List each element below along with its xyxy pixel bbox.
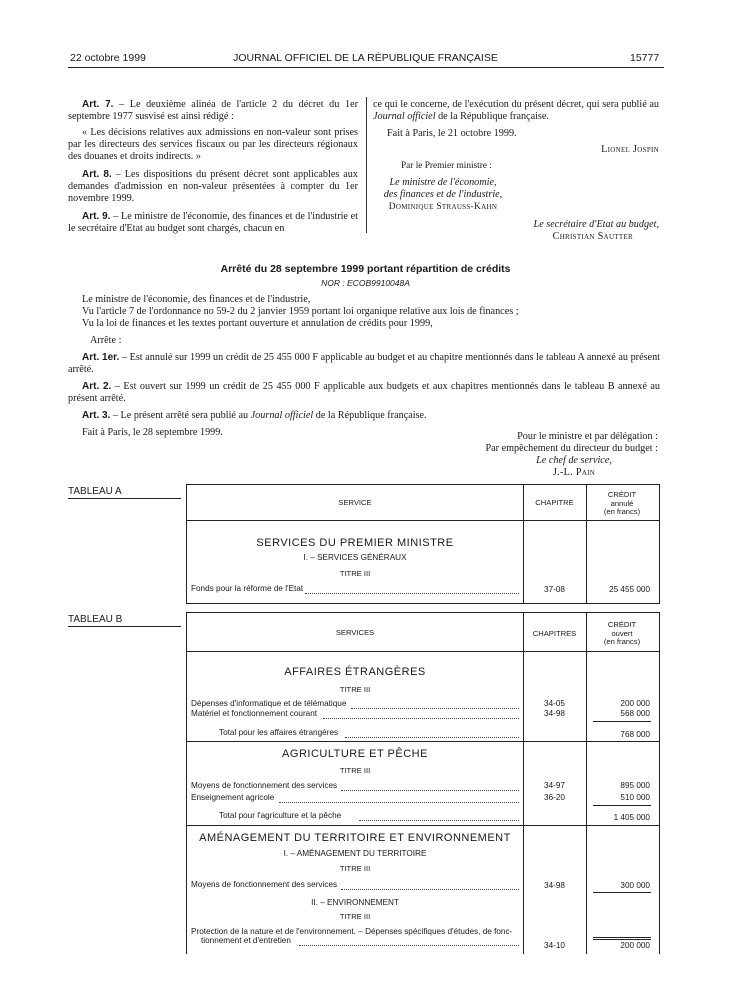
tableau-a-row-label: Fonds pour la réforme de l'Etat bbox=[191, 584, 304, 593]
leader-dots bbox=[299, 945, 519, 946]
table-row-chapitre: 34-97 bbox=[544, 781, 565, 790]
table-row-chapitre: 36-20 bbox=[544, 793, 565, 802]
arrete-signature bbox=[460, 431, 658, 479]
article-8: Art. 8. – Les dispositions du présent décret sont applicables aux demandes d'admission en non-valeur présentées à compter du 1er novembre 1999. bbox=[68, 169, 358, 204]
table-row-chapitre: 34-10 bbox=[544, 941, 565, 950]
total-label: Total pour l'agriculture et la pêche bbox=[219, 811, 342, 820]
table-row-chapitre: 34-98 bbox=[544, 881, 565, 890]
table-row-chapitre: 34-98 bbox=[544, 709, 565, 718]
table-row-label-line-2: tionnement et d'entretien bbox=[201, 936, 291, 945]
leader-dots bbox=[359, 820, 519, 821]
arrete-article-3: Art. 3. – Le présent arrêté sera publié au Journal officiel de la République française. bbox=[82, 410, 427, 421]
table-row-amount: 895 000 bbox=[620, 781, 650, 790]
total-amount: 768 000 bbox=[620, 730, 650, 739]
table-row-amount: 510 000 bbox=[620, 793, 650, 802]
right-column bbox=[373, 99, 659, 243]
tableau-a-row-chapitre: 37-08 bbox=[544, 585, 565, 594]
double-rule bbox=[593, 937, 651, 940]
table-row-label: Moyens de fonctionnement des services bbox=[191, 880, 338, 889]
table-row-label-line-1: Protection de la nature et de l'environnement. – Dépenses spécifiques d'études, de fonc- bbox=[191, 927, 513, 936]
subsection-amenagement-titre: TITRE III bbox=[339, 864, 371, 873]
tableau-a-label-rule bbox=[68, 498, 181, 499]
header-date: 22 octobre 1999 bbox=[70, 52, 146, 64]
visa-3: Vu la loi de finances et les textes portant ouverture et annulation de crédits pour 1999, bbox=[82, 318, 433, 329]
arrete-article-2: Art. 2. – Est ouvert sur 1999 un crédit de 25 455 000 F applicable aux budgets et aux chapitres mentionnés dans le tableau B annexé au présent arrêté. bbox=[68, 381, 660, 404]
header-page-number: 15777 bbox=[630, 52, 660, 64]
tableau-a-section-title: SERVICES DU PREMIER MINISTRE bbox=[256, 537, 454, 549]
leader-dots bbox=[351, 708, 519, 709]
tableau-b-label: TABLEAU B bbox=[68, 614, 123, 625]
signature-line-2: Par empêchement du directeur du budget : bbox=[485, 443, 658, 454]
visa-2: Vu l'article 7 de l'ordonnance no 59-2 du 2 janvier 1959 portant loi organique relative aux lois de finances ; bbox=[82, 306, 519, 317]
visa-1: Le ministre de l'économie, des finances et de l'industrie, bbox=[82, 294, 311, 305]
leader-dots bbox=[323, 718, 519, 719]
section-amenagement-environnement: AMÉNAGEMENT DU TERRITOIRE ET ENVIRONNEMENT bbox=[199, 832, 511, 844]
tableau-a-row-amount: 25 455 000 bbox=[609, 585, 650, 594]
header-rule bbox=[68, 67, 664, 68]
secretary-title: Le secrétaire d'Etat au budget, bbox=[533, 219, 659, 230]
subtotal-rule bbox=[593, 721, 651, 722]
column-divider bbox=[366, 97, 367, 233]
arrete-heading: Arrête : bbox=[90, 335, 122, 346]
article-9: Art. 9. – Le ministre de l'économie, des finances et de l'industrie et le secrétaire d'Etat au budget sont chargés, chacun en bbox=[68, 211, 358, 234]
leader-dots bbox=[279, 802, 519, 803]
table-row-amount: 200 000 bbox=[620, 699, 650, 708]
tableau-b-header-chapitres: CHAPITRES bbox=[532, 629, 577, 638]
minister-name: Dominique Strauss-Kahn bbox=[388, 202, 498, 212]
signature-name: J.-L. Pain bbox=[552, 467, 596, 478]
section-affaires-etrangeres: AFFAIRES ÉTRANGÈRES bbox=[284, 666, 426, 678]
arrete-title: Arrêté du 28 septembre 1999 portant répartition de crédits bbox=[220, 263, 511, 275]
tableau-a bbox=[186, 484, 660, 604]
article-7: Art. 7. – Le deuxième alinéa de l'article 2 du décret du 1er septembre 1977 susvisé est ainsi rédigé : bbox=[68, 99, 358, 122]
nor-reference: NOR : ECOB9910048A bbox=[321, 278, 410, 288]
article-7-quote: « Les décisions relatives aux admissions en non-valeur sont prises par les directeurs des services fiscaux ou par les directeurs régionaux des douanes et droits indirects. » bbox=[68, 127, 358, 162]
leader-dots bbox=[345, 737, 519, 738]
leader-dots bbox=[341, 889, 519, 890]
table-row-amount: 568 000 bbox=[620, 709, 650, 718]
minister-title-2: des finances et de l'industrie, bbox=[383, 189, 503, 200]
table-row-chapitre: 34-05 bbox=[544, 699, 565, 708]
secretary-name: Christian Sautter bbox=[552, 231, 633, 242]
tableau-a-header-service: SERVICE bbox=[338, 498, 372, 507]
subsection-amenagement-territoire: I. – AMÉNAGEMENT DU TERRITOIRE bbox=[283, 849, 427, 858]
section-rule bbox=[187, 825, 659, 826]
section-affaires-etrangeres-titre: TITRE III bbox=[339, 685, 371, 694]
table-row-label: Matériel et fonctionnement courant bbox=[191, 709, 318, 718]
leader-dots bbox=[341, 790, 519, 791]
tableau-a-header-rule bbox=[187, 520, 659, 521]
table-row-label: Enseignement agricole bbox=[191, 793, 275, 802]
table-row-amount: 300 000 bbox=[620, 881, 650, 890]
subsection-environnement-titre: TITRE III bbox=[339, 912, 371, 921]
table-row-label: Moyens de fonctionnement des services bbox=[191, 781, 338, 790]
tableau-a-label: TABLEAU A bbox=[68, 486, 122, 497]
tableau-a-subsection: I. – SERVICES GÉNÉRAUX bbox=[303, 553, 407, 562]
subtotal-rule bbox=[593, 892, 651, 893]
decree-continuation: ce qui le concerne, de l'exécution du présent décret, qui sera publié au Journal officiel de la République française. bbox=[373, 99, 659, 122]
arrete-date: Fait à Paris, le 28 septembre 1999. bbox=[82, 427, 223, 438]
tableau-b bbox=[186, 612, 660, 954]
subtotal-rule bbox=[593, 805, 651, 806]
arrete-article-1: Art. 1er. – Est annulé sur 1999 un crédit de 25 455 000 F applicable au budget et au chapitre mentionnés dans le tableau A annexé au présent arrêté. bbox=[68, 352, 661, 375]
header-title: JOURNAL OFFICIEL DE LA RÉPUBLIQUE FRANÇAISE bbox=[233, 52, 498, 64]
tableau-a-leader-dots bbox=[305, 593, 519, 594]
decree-date: Fait à Paris, le 21 octobre 1999. bbox=[387, 128, 517, 139]
section-agriculture-peche: AGRICULTURE ET PÊCHE bbox=[282, 748, 428, 760]
par-le-premier-ministre: Par le Premier ministre : bbox=[401, 161, 492, 171]
table-row-amount: 200 000 bbox=[620, 941, 650, 950]
tableau-b-header-rule bbox=[187, 651, 659, 652]
subsection-environnement: II. – ENVIRONNEMENT bbox=[311, 898, 399, 907]
left-column bbox=[68, 99, 358, 235]
signature-line-3: Le chef de service, bbox=[536, 455, 612, 466]
section-agriculture-peche-titre: TITRE III bbox=[339, 766, 371, 775]
tableau-a-titre: TITRE III bbox=[339, 569, 371, 578]
tableau-a-header-chapitre: CHAPITRE bbox=[535, 498, 574, 507]
tableau-b-header-credit: CRÉDIT ouvert (en francs) bbox=[603, 620, 641, 646]
table-row-label: Dépenses d'informatique et de télématique bbox=[191, 699, 347, 708]
signature-line-1: Pour le ministre et par délégation : bbox=[517, 431, 658, 442]
pm-signature: Lionel Jospin bbox=[601, 144, 659, 155]
total-label: Total pour les affaires étrangères bbox=[219, 728, 339, 737]
total-amount: 1 405 000 bbox=[613, 813, 650, 822]
section-rule bbox=[187, 741, 659, 742]
tableau-b-header-services: SERVICES bbox=[335, 628, 375, 637]
tableau-a-header-credit: CRÉDIT annulé (en francs) bbox=[603, 490, 641, 516]
minister-title-1: Le ministre de l'économie, bbox=[389, 177, 497, 188]
tableau-b-label-rule bbox=[68, 626, 181, 627]
arrete-body bbox=[68, 294, 660, 439]
